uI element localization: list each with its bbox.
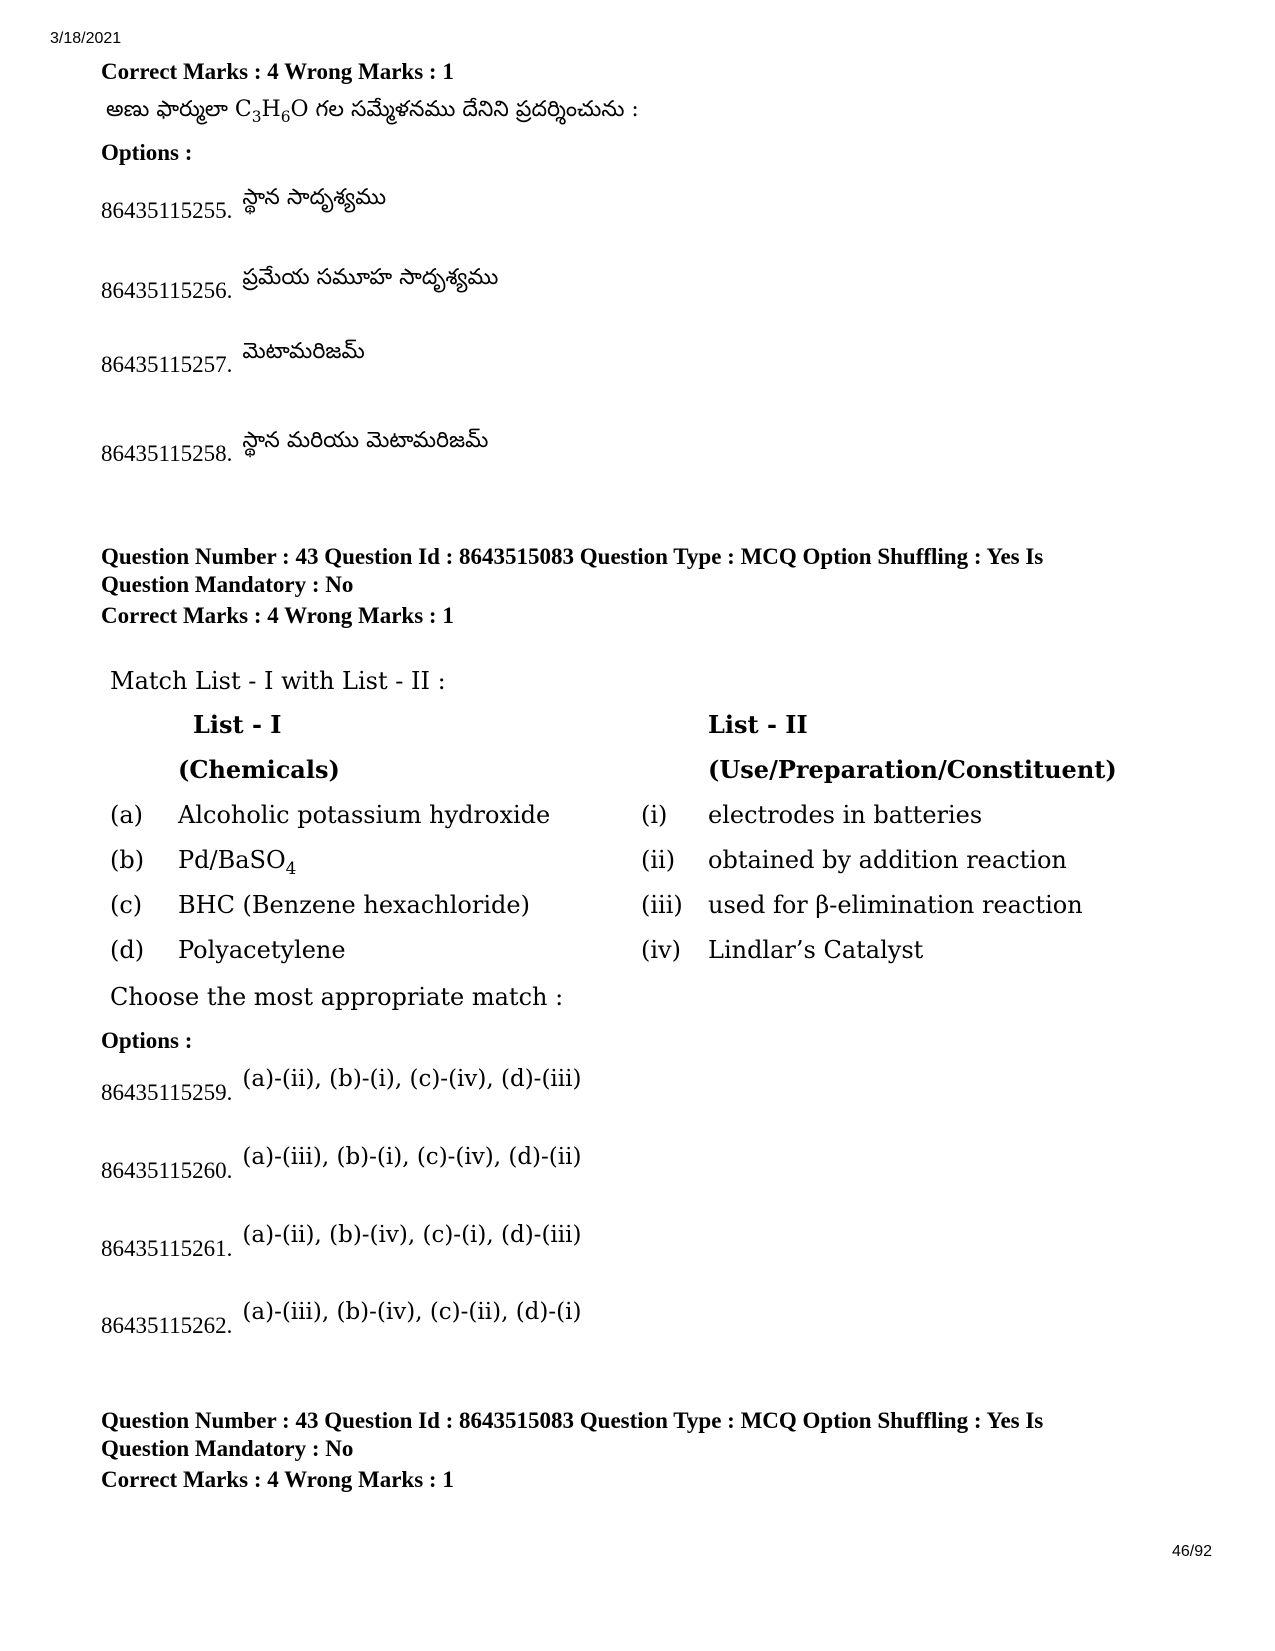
option-item[interactable]	[101, 1222, 582, 1262]
list2-key: (ii)	[641, 846, 676, 874]
list2-title: List - II	[708, 710, 808, 739]
list1-title: List - I	[193, 710, 282, 739]
list2-item: electrodes in batteries	[708, 801, 983, 829]
q44-header-line2: Question Mandatory : No	[101, 1436, 354, 1461]
q42-marks: Correct Marks : 4 Wrong Marks : 1	[101, 59, 454, 84]
list2-item: used for β-elimination reaction	[708, 891, 1083, 919]
option-text: (a)-(iii), (b)-(iv), (c)-(ii), (d)-(i)	[242, 1299, 582, 1325]
list2-key: (i)	[641, 801, 668, 829]
list1-key: (c)	[110, 891, 143, 919]
list2-key: (iii)	[641, 891, 683, 919]
list1-item: BHC (Benzene hexachloride)	[178, 891, 530, 919]
option-item[interactable]	[101, 428, 489, 472]
option-text: ప్రమేయ సమూహ సాదృశ్యము	[242, 265, 499, 290]
list1-key: (a)	[110, 801, 144, 829]
option-id: 86435115258.	[101, 441, 233, 466]
list1-item: Pd/BaSO$_4$	[178, 846, 297, 878]
option-id: 86435115262.	[101, 1313, 233, 1338]
list1-key: (b)	[110, 846, 145, 874]
q44-marks: Correct Marks : 4 Wrong Marks : 1	[101, 1467, 454, 1492]
list1-item: Alcoholic potassium hydroxide	[178, 801, 551, 829]
page-number: 46/92	[1172, 1543, 1213, 1560]
option-id: 86435115260.	[101, 1158, 233, 1183]
option-id: 86435115259.	[101, 1080, 233, 1105]
q43-options-label: Options :	[101, 1028, 193, 1053]
option-text: స్థాన సాదృశ్యము	[242, 185, 387, 210]
option-item[interactable]	[101, 1299, 582, 1339]
option-text: (a)-(ii), (b)-(i), (c)-(iv), (d)-(iii)	[242, 1066, 582, 1092]
option-id: 86435115261.	[101, 1236, 233, 1261]
option-item[interactable]	[101, 339, 365, 383]
q43-header-line2: Question Mandatory : No	[101, 572, 354, 597]
option-text: (a)-(ii), (b)-(iv), (c)-(i), (d)-(iii)	[242, 1222, 582, 1248]
option-text: (a)-(iii), (b)-(i), (c)-(iv), (d)-(ii)	[242, 1144, 582, 1170]
list2-item: Lindlar’s Catalyst	[708, 936, 924, 964]
list2-item: obtained by addition reaction	[708, 846, 1067, 874]
print-date: 3/18/2021	[50, 30, 122, 47]
list1-key: (d)	[110, 936, 145, 964]
list2-subtitle: (Use/Preparation/Constituent)	[708, 755, 1117, 784]
q43-marks: Correct Marks : 4 Wrong Marks : 1	[101, 603, 454, 628]
option-item[interactable]	[101, 265, 499, 309]
choose-instruction: Choose the most appropriate match :	[110, 983, 564, 1011]
option-id: 86435115256.	[101, 278, 233, 303]
q44-header-line1: Question Number : 43 Question Id : 8643515083 Question Type : MCQ Option Shuffling : Yes Is	[101, 1408, 1044, 1433]
q42-question-text: అణు ఫార్ములా $C_3H_6O$ గల సమ్మేళనము దేనిని ప్రదర్శించును :	[106, 97, 639, 126]
option-item[interactable]	[101, 1144, 582, 1184]
option-item[interactable]	[101, 1066, 582, 1106]
match-intro: Match List - I with List - II :	[110, 667, 446, 695]
option-text: స్థాన మరియు మెటామరిజమ్	[242, 428, 489, 453]
q43-header-line1: Question Number : 43 Question Id : 8643515083 Question Type : MCQ Option Shuffling : Yes Is	[101, 544, 1044, 569]
q42-options-label: Options :	[101, 140, 193, 165]
list1-item: Polyacetylene	[178, 936, 346, 964]
list1-subtitle: (Chemicals)	[178, 755, 340, 784]
list2-key: (iv)	[641, 936, 681, 964]
option-id: 86435115255.	[101, 198, 233, 223]
option-item[interactable]	[101, 185, 387, 229]
option-id: 86435115257.	[101, 352, 233, 377]
option-text: మెటామరిజమ్	[242, 339, 365, 364]
